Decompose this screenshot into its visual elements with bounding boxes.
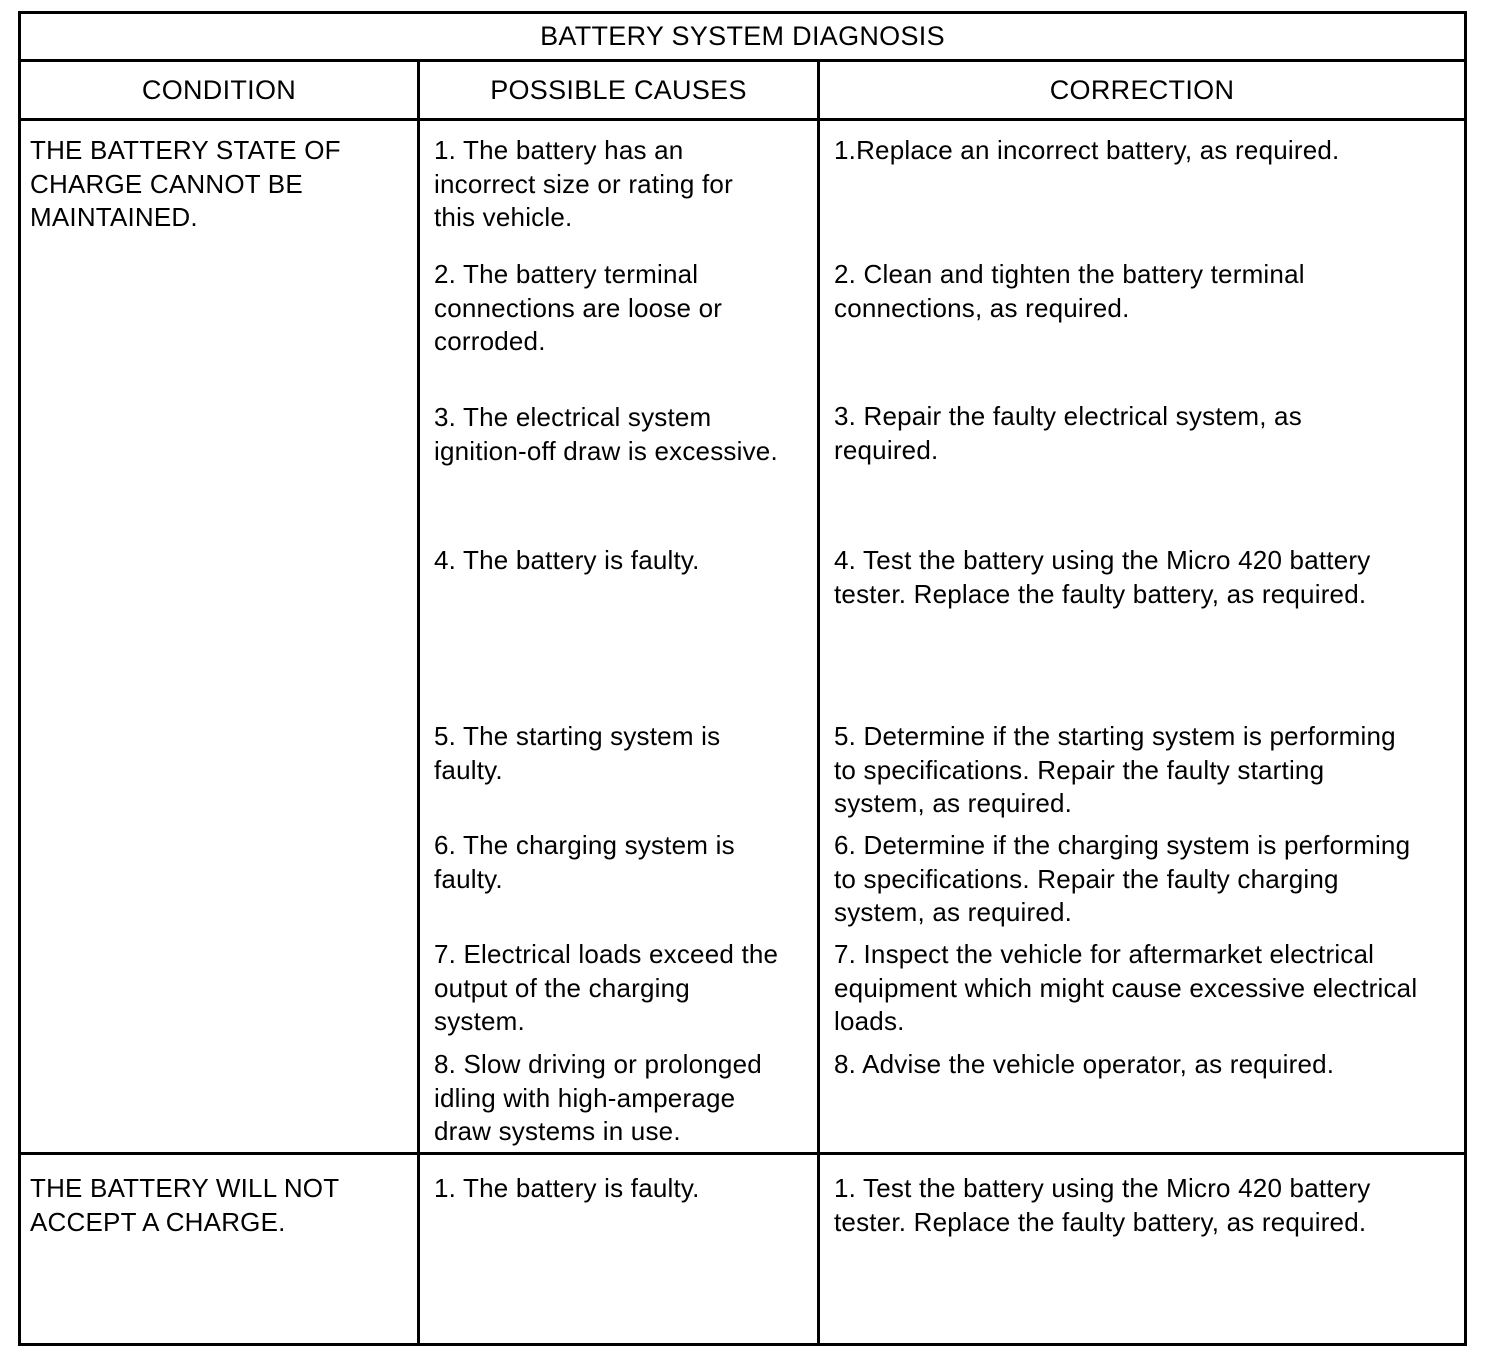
row-divider (21, 1152, 1464, 1155)
cause-item: 4. The battery is faulty. (434, 545, 700, 575)
table-title: BATTERY SYSTEM DIAGNOSIS (21, 14, 1464, 62)
correction-item: 5. Determine if the starting system is performing to specifications. Repair the faulty starting system, as required. (834, 721, 1396, 818)
condition-cell: THE BATTERY WILL NOT ACCEPT A CHARGE. (30, 1173, 340, 1237)
header-possible-causes: POSSIBLE CAUSES (490, 75, 747, 105)
battery-diagnosis-table (18, 11, 1467, 1346)
correction-item: 8. Advise the vehicle operator, as required. (834, 1049, 1335, 1079)
header-condition: CONDITION (141, 75, 297, 105)
cause-item: 5. The starting system is faulty. (434, 721, 721, 785)
cause-item: 3. The electrical system ignition-off draw is excessive. (434, 402, 778, 466)
column-divider (817, 62, 820, 1343)
cause-item: 6. The charging system is faulty. (434, 830, 735, 894)
cause-item: 2. The battery terminal connections are loose or corroded. (434, 259, 723, 356)
correction-item: 2. Clean and tighten the battery terminal connections, as required. (834, 259, 1305, 323)
cause-item: 1. The battery has an incorrect size or rating for this vehicle. (434, 135, 733, 232)
condition-cell: THE BATTERY STATE OF CHARGE CANNOT BE MAINTAINED. (30, 135, 341, 232)
correction-item: 3. Repair the faulty electrical system, as required. (834, 401, 1302, 465)
correction-item: 6. Determine if the charging system is performing to specifications. Repair the faulty charging system, as required. (834, 830, 1411, 927)
correction-item: 1. Test the battery using the Micro 420 battery tester. Replace the faulty battery, as required. (834, 1173, 1371, 1237)
correction-item: 1.Replace an incorrect battery, as required. (834, 135, 1340, 165)
header-row (21, 62, 1464, 121)
cause-item: 7. Electrical loads exceed the output of the charging system. (434, 939, 779, 1036)
cause-item: 8. Slow driving or prolonged idling with high-amperage draw systems in use. (434, 1049, 762, 1146)
cause-item: 1. The battery is faulty. (434, 1173, 700, 1203)
correction-item: 4. Test the battery using the Micro 420 battery tester. Replace the faulty battery, as required. (834, 545, 1371, 609)
header-correction: CORRECTION (1049, 75, 1235, 105)
column-divider (417, 62, 420, 1343)
correction-item: 7. Inspect the vehicle for aftermarket electrical equipment which might cause excessive electrical loads. (834, 939, 1418, 1036)
